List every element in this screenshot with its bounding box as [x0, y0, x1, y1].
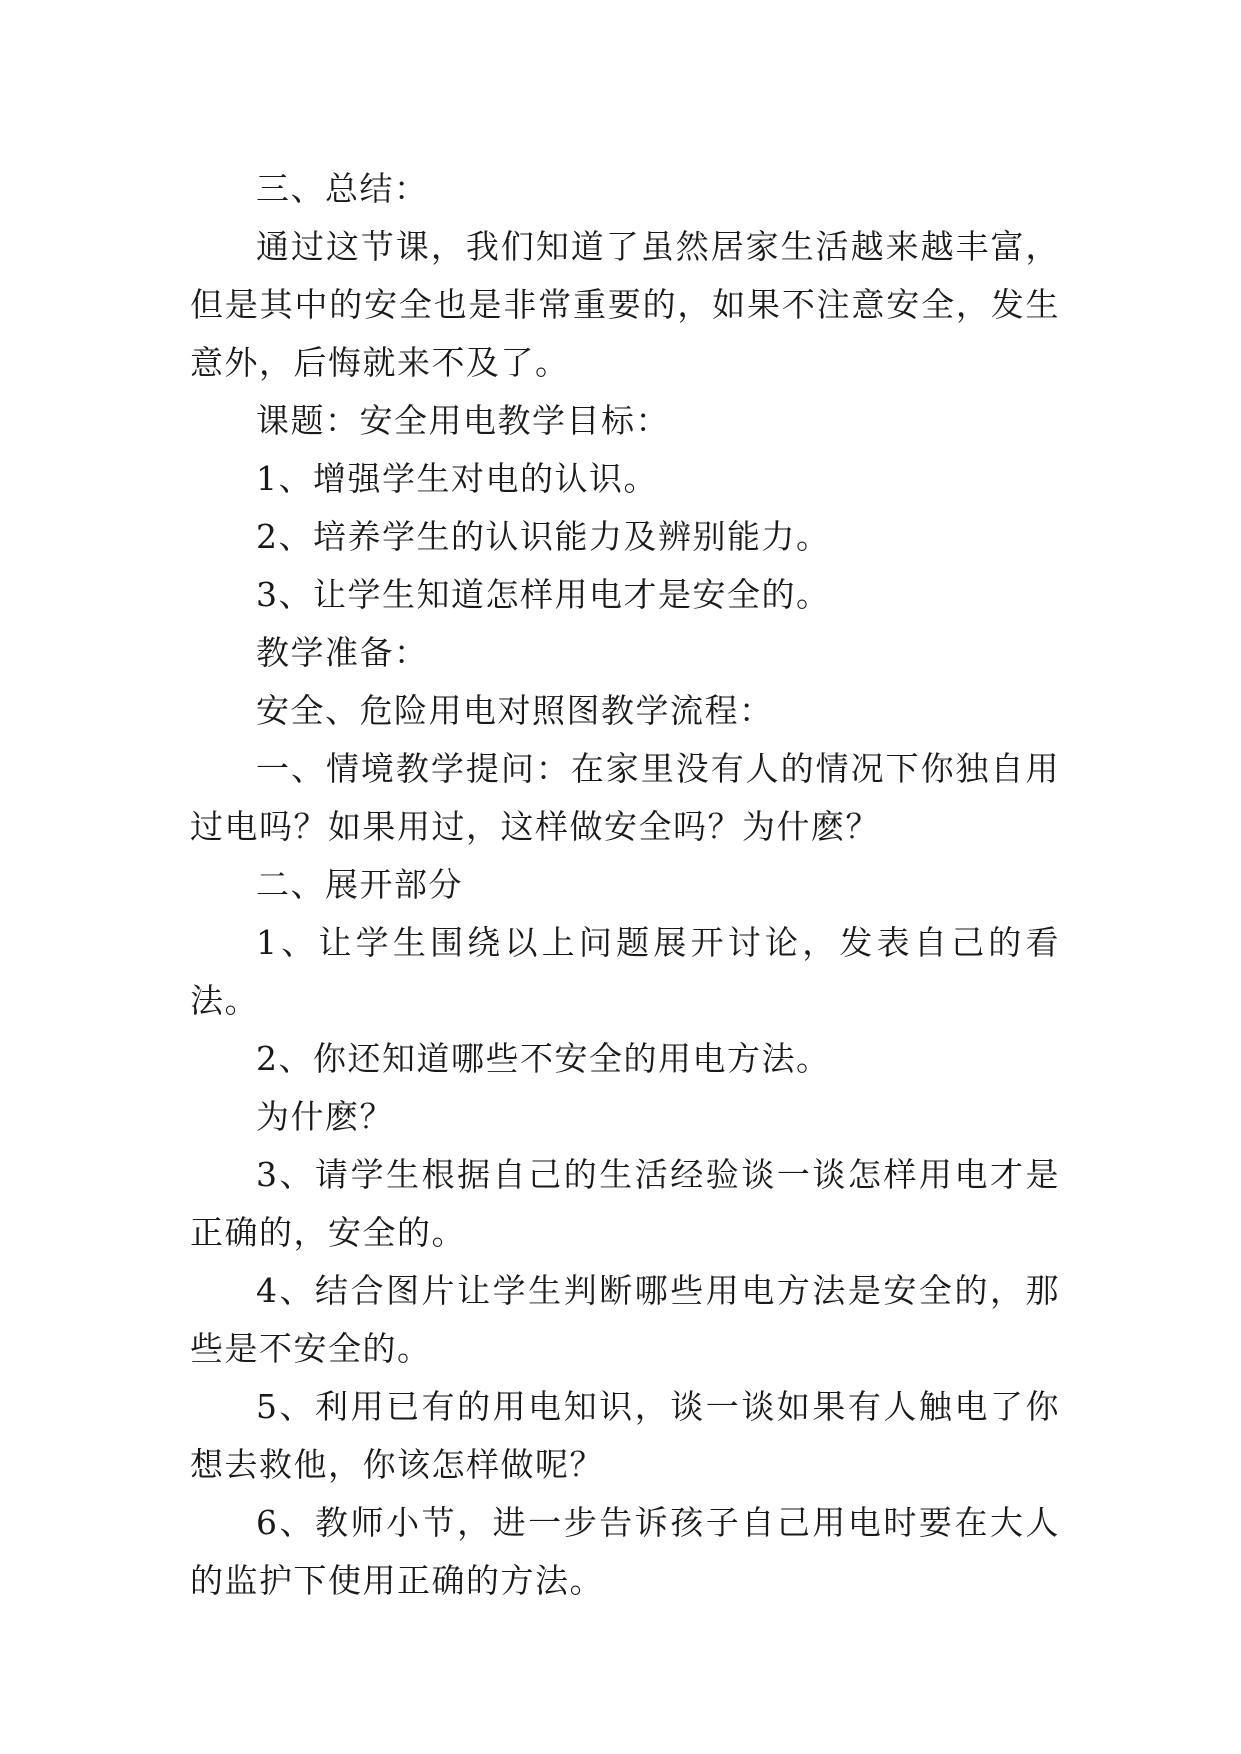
paragraph-step-4: 4、结合图片让学生判断哪些用电方法是安全的，那些是不安全的。: [190, 1271, 1060, 1368]
paragraph-summary-text: 通过这节课，我们知道了虽然居家生活越来越丰富，但是其中的安全也是非常重要的，如果不注意安全，发生意外，后悔就来不及了。: [190, 227, 1060, 382]
paragraph-expand-heading: 二、展开部分: [256, 865, 463, 904]
paragraph-step-1: 1、让学生围绕以上问题展开讨论，发表自己的看法。: [190, 923, 1060, 1020]
paragraph-step-6: 6、教师小节，进一步告诉孩子自己用电时要在大人的监护下使用正确的方法。: [190, 1503, 1060, 1600]
paragraph-step-3: 3、请学生根据自己的生活经验谈一谈怎样用电才是正确的，安全的。: [190, 1155, 1060, 1252]
paragraph-step-2: 2、你还知道哪些不安全的用电方法。: [256, 1039, 831, 1078]
document-page: [190, 160, 1060, 1610]
paragraph-situation-question: 一、情境教学提问：在家里没有人的情况下你独自用过电吗？如果用过，这样做安全吗？为什麽？: [190, 749, 1060, 846]
paragraph-step-5: 5、利用已有的用电知识，谈一谈如果有人触电了你想去救他，你该怎样做呢？: [190, 1387, 1060, 1484]
paragraph-preparation-process: 安全、危险用电对照图教学流程：: [256, 691, 774, 730]
paragraph-why: 为什麽？: [256, 1097, 394, 1136]
paragraph-objective-3: 3、让学生知道怎样用电才是安全的。: [256, 575, 831, 614]
paragraph-preparation: 教学准备：: [256, 633, 429, 672]
paragraph-summary-heading: 三、总结：: [256, 169, 429, 208]
paragraph-topic-objectives: 课题：安全用电教学目标：: [256, 401, 670, 440]
paragraph-objective-2: 2、培养学生的认识能力及辨别能力。: [256, 517, 831, 556]
paragraph-objective-1: 1、增强学生对电的认识。: [256, 459, 658, 498]
